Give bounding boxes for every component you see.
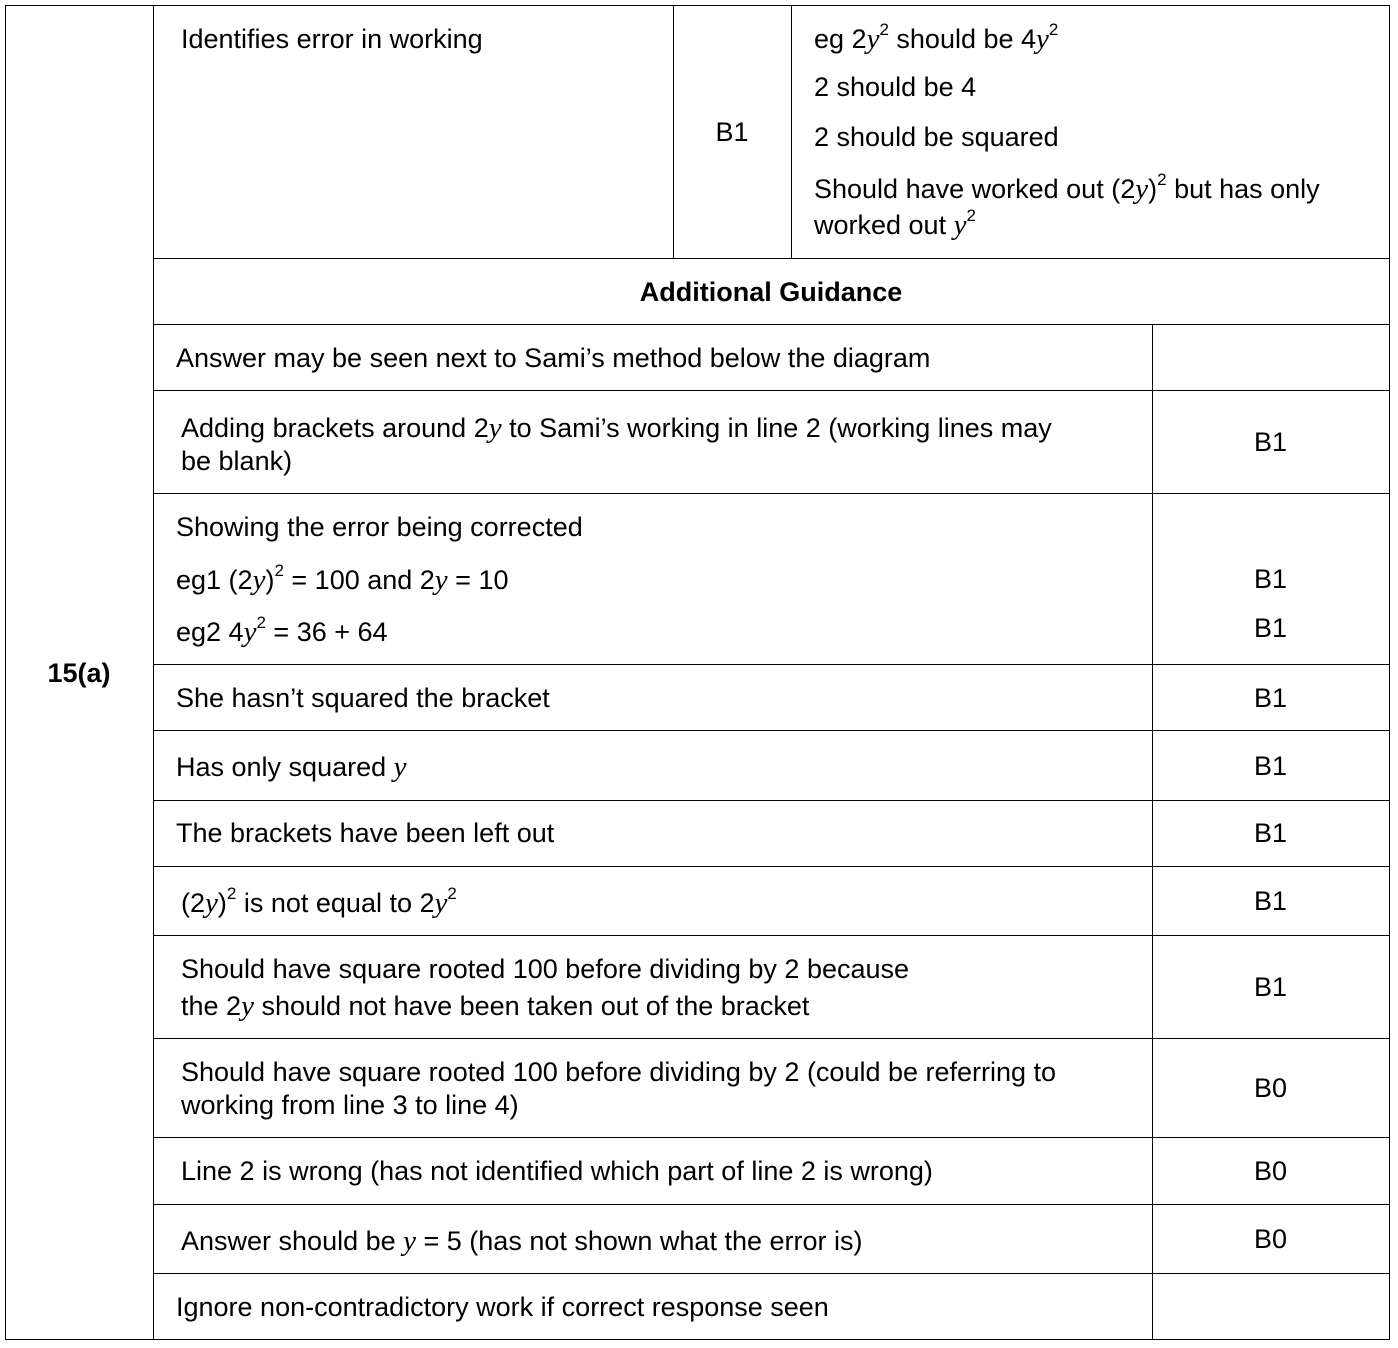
guidance-row-text: Answer may be seen next to Sami’s method below the diagram bbox=[176, 343, 931, 373]
guidance-row-mark: B1 bbox=[1253, 427, 1288, 457]
guidance-header: Additional Guidance bbox=[639, 277, 903, 307]
answer-text: Identifies error in working bbox=[181, 24, 483, 54]
guidance-row-text-2: the 2y should not have been taken out of the bracket bbox=[181, 990, 810, 1022]
guidance-row-text: Adding brackets around 2y to Sami’s working in line 2 (working lines may bbox=[181, 412, 1052, 444]
comment-line-2: 2 should be 4 bbox=[814, 72, 977, 102]
guidance-row-mark: B1 bbox=[1253, 751, 1288, 781]
guidance-row-text: Line 2 is wrong (has not identified which part of line 2 is wrong) bbox=[181, 1156, 933, 1186]
guidance-row-text: Answer should be y = 5 (has not shown what the error is) bbox=[181, 1225, 863, 1257]
guidance-row-text-2: be blank) bbox=[181, 446, 293, 476]
guidance-row-text: She hasn’t squared the bracket bbox=[176, 683, 550, 713]
guidance-row-eg1: eg1 $(2y)^2 = 100$ and 2y = 10 bbox=[176, 561, 509, 596]
guidance-row-text: Should have square rooted 100 before dividing by 2 (could be referring to bbox=[181, 1057, 1057, 1087]
guidance-row-eg2: eg2 $4y^2 = 36 + 64$ bbox=[176, 613, 388, 648]
guidance-row-mark: B0 bbox=[1253, 1156, 1288, 1186]
comment-line-5: worked out $y^2$ bbox=[814, 206, 976, 241]
main-mark: B1 bbox=[715, 117, 749, 147]
guidance-row-mark: B1 bbox=[1253, 564, 1288, 594]
guidance-row-text: Has only squared y bbox=[176, 751, 407, 783]
guidance-row-mark: B1 bbox=[1253, 683, 1288, 713]
guidance-row-mark: B0 bbox=[1253, 1073, 1288, 1103]
guidance-row-mark: B1 bbox=[1253, 818, 1288, 848]
guidance-row-mark: B0 bbox=[1253, 1224, 1288, 1254]
guidance-row-mark: B1 bbox=[1253, 613, 1288, 643]
guidance-row-title: Showing the error being corrected bbox=[176, 512, 583, 542]
question-number: 15(a) bbox=[47, 658, 111, 688]
guidance-row-text: Should have square rooted 100 before dividing by 2 because bbox=[181, 954, 910, 984]
guidance-row-text: The brackets have been left out bbox=[176, 818, 555, 848]
guidance-row-text: $(2y)^2$ is not equal to $2y^2$ bbox=[181, 884, 457, 919]
guidance-row-text: Ignore non-contradictory work if correct response seen bbox=[176, 1292, 829, 1322]
comment-line-1: eg $2y^2$ should be $4y^2$ bbox=[814, 20, 1059, 55]
guidance-row-mark: B1 bbox=[1253, 972, 1288, 1002]
guidance-row-text-2: working from line 3 to line 4) bbox=[181, 1090, 519, 1120]
comment-line-3: 2 should be squared bbox=[814, 122, 1059, 152]
comment-line-4: Should have worked out $(2y)^2$ but has only bbox=[814, 170, 1320, 205]
guidance-row-mark: B1 bbox=[1253, 886, 1288, 916]
